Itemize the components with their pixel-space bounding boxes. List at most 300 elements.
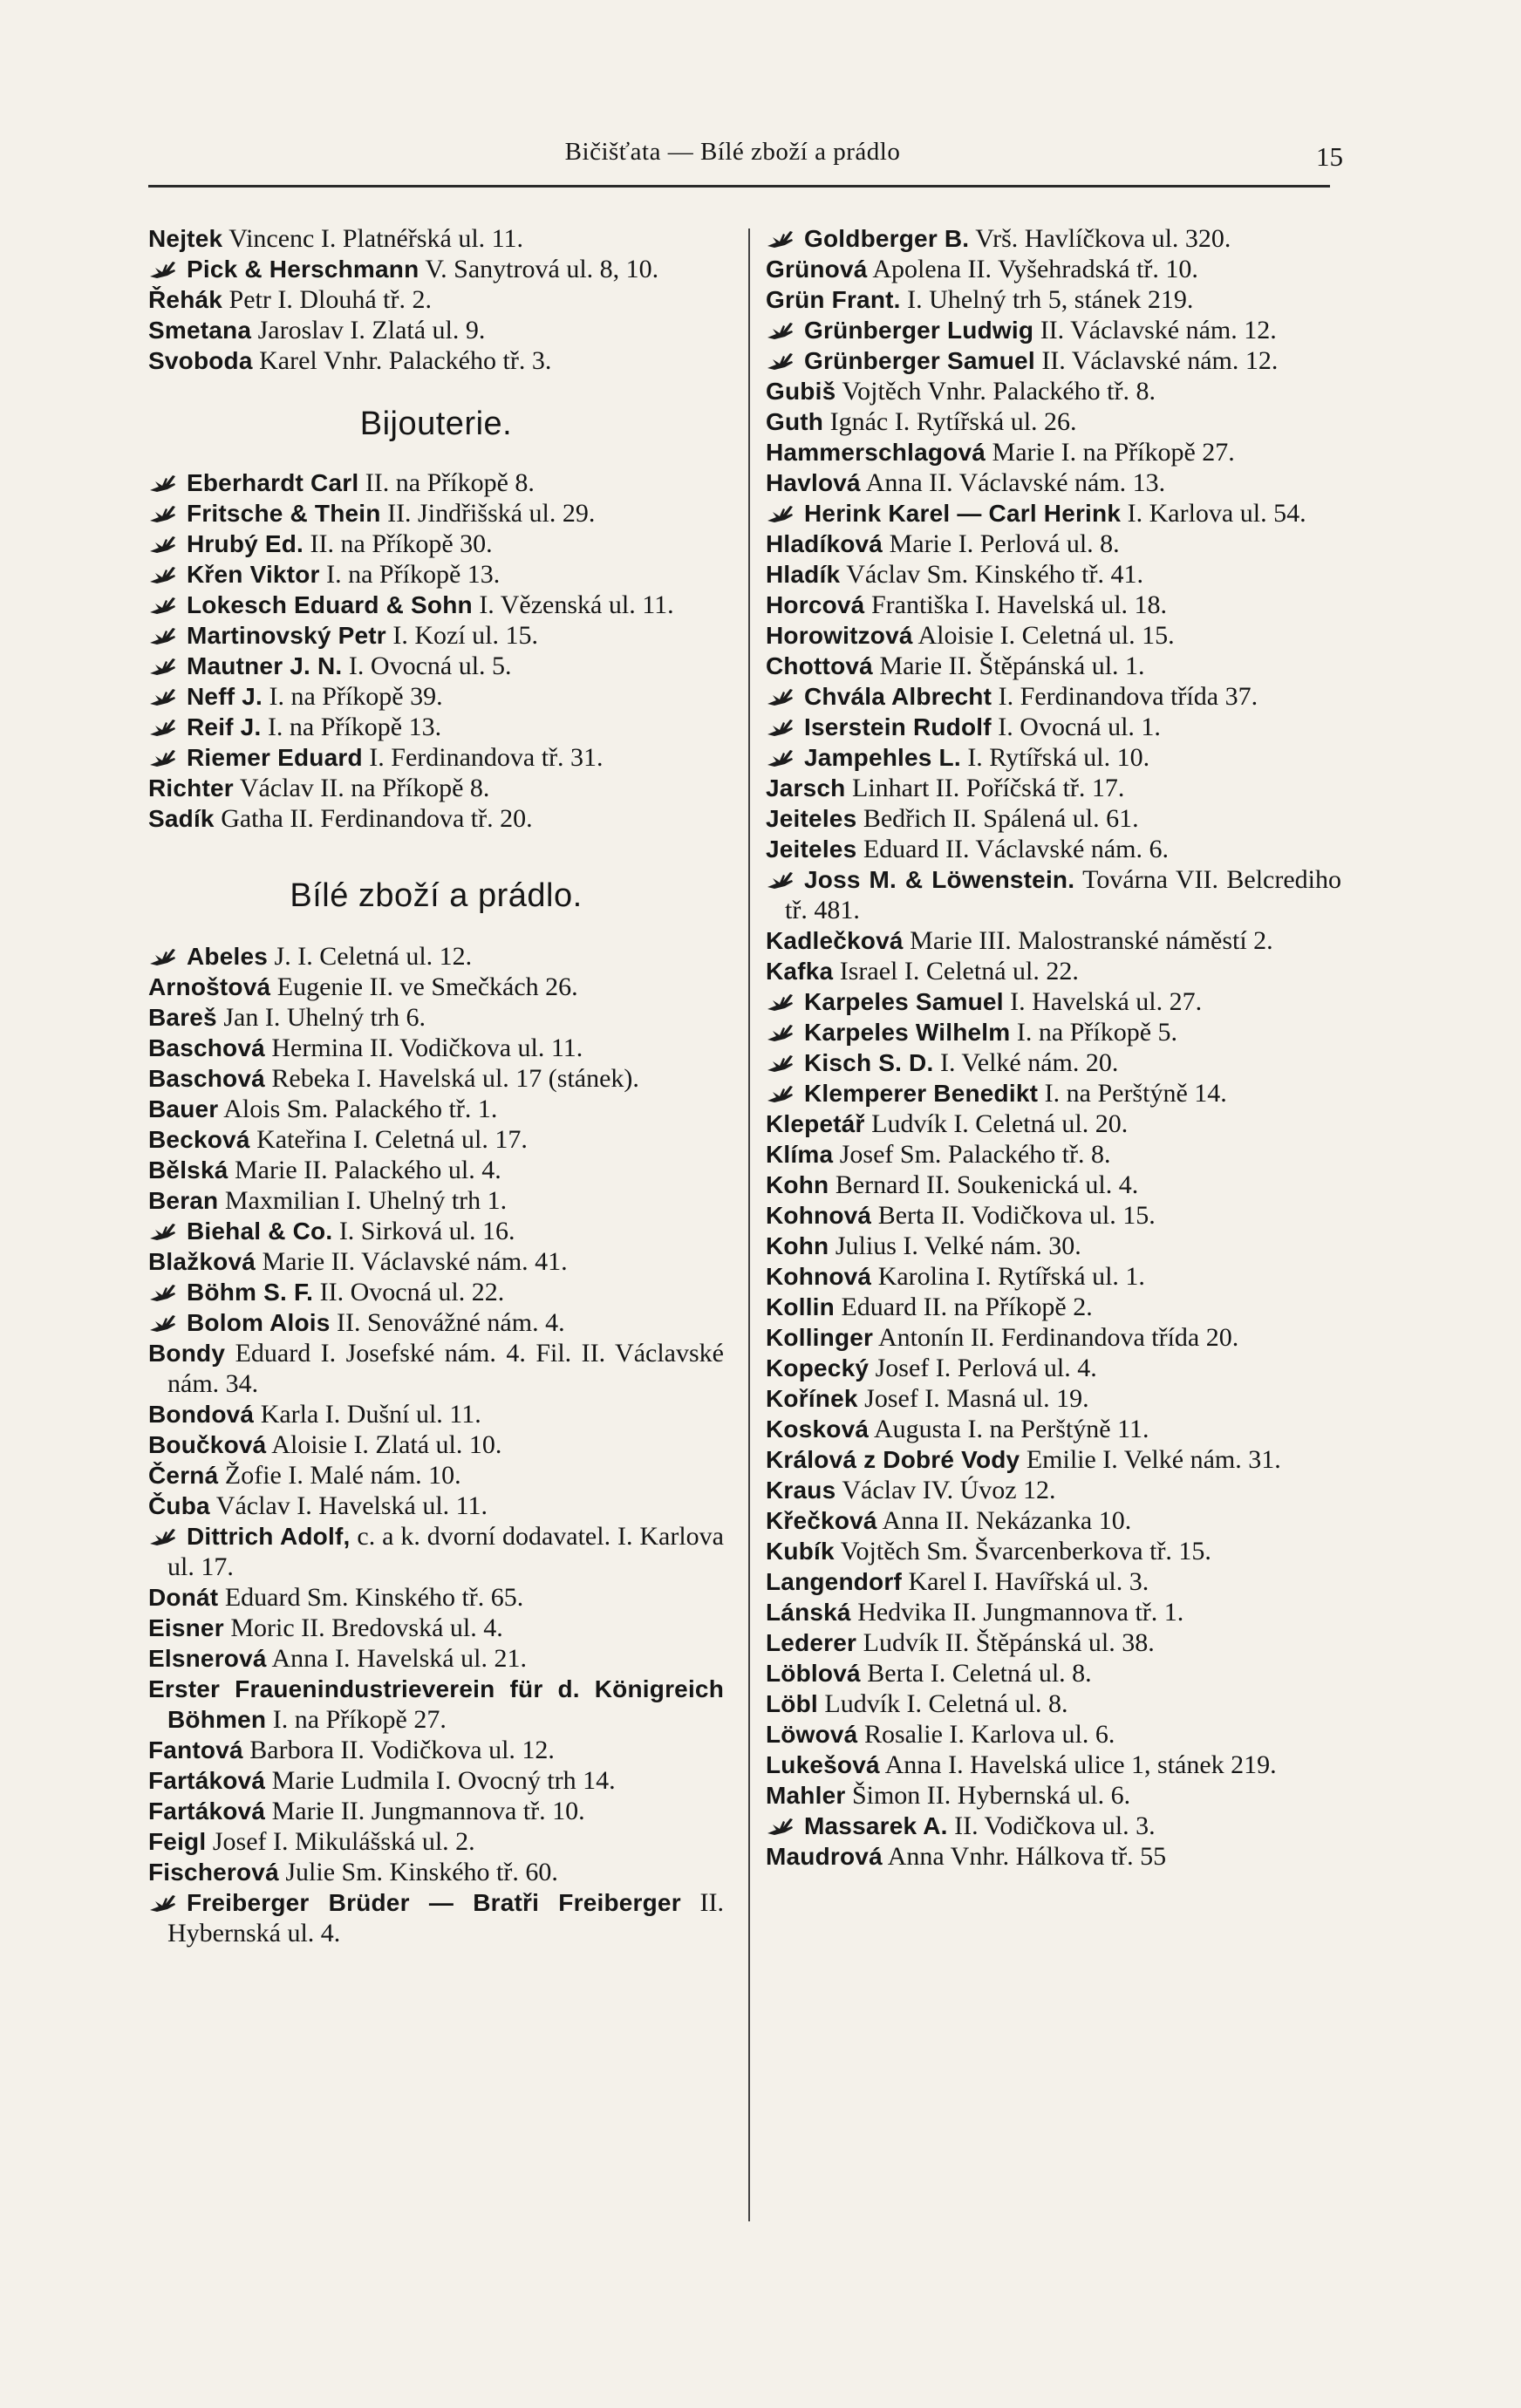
entry-name: Mautner J. N. <box>187 652 343 679</box>
directory-entry <box>148 1124 724 1155</box>
entry-name: Elsnerová <box>148 1645 267 1672</box>
pointing-hand-icon <box>148 256 178 277</box>
directory-entry <box>148 1338 724 1399</box>
entry-address: Eduard I. Josefské nám. 4. Fil. II. Václavské nám. 34. <box>167 1339 724 1398</box>
entry-address: Vojtěch Sm. Švarcenberkova tř. 15. <box>840 1537 1211 1566</box>
entry-address: II. na Příkopě 30. <box>310 529 493 558</box>
entry-name: Kohnová <box>766 1202 872 1229</box>
directory-entry <box>766 284 1341 315</box>
directory-entry <box>148 590 724 620</box>
entry-name: Klepetář <box>766 1110 865 1137</box>
directory-entry <box>148 1216 724 1246</box>
directory-entry <box>148 1094 724 1124</box>
entry-address: Vrš. Havlíčkova ul. 320. <box>975 224 1231 253</box>
directory-entry <box>766 1841 1341 1872</box>
entry-list-bijouterie <box>148 467 724 834</box>
pointing-hand-icon <box>148 1279 178 1300</box>
section-heading-bijouterie: Bijouterie. <box>359 406 513 442</box>
entry-name: Kafka <box>766 958 834 985</box>
directory-entry <box>766 712 1341 742</box>
entry-name: Maudrová <box>766 1843 883 1870</box>
entry-name: Grünberger Samuel <box>804 347 1035 374</box>
directory-entry <box>148 1765 724 1796</box>
entry-name: Eisner <box>148 1614 224 1641</box>
left-column <box>148 223 724 1948</box>
entry-address: II. Jindřišská ul. 29. <box>387 499 596 528</box>
entry-address: Berta I. Celetná ul. 8. <box>867 1659 1092 1688</box>
entry-address: Karolina I. Rytířská ul. 1. <box>877 1262 1145 1291</box>
entry-name: Bondy <box>148 1340 226 1367</box>
entry-address: I. na Perštýně 14. <box>1044 1079 1227 1108</box>
entry-address: Marie III. Malostranské náměstí 2. <box>910 926 1273 955</box>
entry-name: Fischerová <box>148 1859 279 1886</box>
pointing-hand-icon <box>766 714 795 735</box>
entry-name: Kubík <box>766 1538 835 1565</box>
entry-address: I. Velké nám. 20. <box>939 1048 1119 1077</box>
entry-name: Kisch S. D. <box>804 1049 934 1076</box>
entry-address: Israel I. Celetná ul. 22. <box>839 957 1079 986</box>
entry-address: II. Ovocná ul. 22. <box>319 1278 505 1306</box>
entry-name: Havlová <box>766 469 861 496</box>
entry-name: Blažková <box>148 1248 256 1275</box>
entry-name: Kohn <box>766 1171 829 1198</box>
directory-entry <box>766 834 1341 864</box>
entry-address: I. na Příkopě 39. <box>269 682 443 711</box>
entry-address: II. na Příkopě 8. <box>365 468 535 497</box>
entry-address: Karel Vnhr. Palackého tř. 3. <box>259 346 552 375</box>
directory-entry <box>766 1414 1341 1444</box>
entry-address: Anna II. Václavské nám. 13. <box>865 468 1166 497</box>
directory-entry <box>766 1597 1341 1627</box>
directory-entry <box>148 1613 724 1643</box>
directory-entry <box>148 1674 724 1735</box>
directory-entry <box>148 972 724 1002</box>
directory-entry <box>766 681 1341 712</box>
directory-entry <box>766 1292 1341 1322</box>
pointing-hand-icon <box>766 867 795 888</box>
entry-name: Arnoštová <box>148 973 271 1000</box>
directory-entry <box>766 925 1341 956</box>
pointing-hand-icon <box>148 501 178 522</box>
entry-address: Maxmilian I. Uhelný trh 1. <box>224 1186 508 1215</box>
entry-address: Berta II. Vodičkova ul. 15. <box>877 1201 1156 1230</box>
running-header: Bičišťata — Bílé zboží a prádlo <box>564 138 901 166</box>
entry-name: Dittrich Adolf, <box>187 1523 351 1550</box>
directory-entry <box>148 1521 724 1582</box>
directory-entry <box>148 1735 724 1765</box>
entry-address: Hermina II. Vodičkova ul. 11. <box>271 1033 583 1062</box>
pointing-hand-icon <box>766 1081 795 1102</box>
entry-name: Bauer <box>148 1095 219 1122</box>
entry-address: Rosalie I. Karlova ul. 6. <box>863 1720 1115 1749</box>
entry-address: Anna Vnhr. Hálkova tř. 55 <box>887 1842 1167 1871</box>
entry-address: Josef Sm. Palackého tř. 8. <box>839 1140 1111 1169</box>
entry-name: Löbl <box>766 1690 818 1717</box>
entry-address: Eugenie II. ve Smečkách 26. <box>276 972 578 1001</box>
directory-entry <box>148 1857 724 1887</box>
directory-entry <box>766 1108 1341 1139</box>
entry-address: Marie I. Perlová ul. 8. <box>889 529 1120 558</box>
entry-address: II. Senovážné nám. 4. <box>337 1308 565 1337</box>
directory-entry <box>766 590 1341 620</box>
entry-address: Václav II. na Příkopě 8. <box>239 774 490 802</box>
entry-list-top <box>148 223 724 376</box>
directory-entry <box>148 529 724 559</box>
entry-address: I. Ferdinandova třída 37. <box>998 682 1258 711</box>
entry-address: Marie II. Palackého ul. 4. <box>235 1156 501 1184</box>
entry-address: I. Ferdinandova tř. 31. <box>369 743 604 772</box>
entry-address: Antonín II. Ferdinandova třída 20. <box>878 1323 1239 1352</box>
entry-address: I. Uhelný trh 5, stánek 219. <box>907 285 1194 314</box>
pointing-hand-icon <box>148 745 178 766</box>
directory-entry <box>148 1155 724 1185</box>
entry-name: Joss M. & Löwenstein. <box>804 866 1075 893</box>
directory-entry <box>148 1307 724 1338</box>
directory-entry <box>148 1246 724 1277</box>
directory-entry <box>148 559 724 590</box>
entry-name: Černá <box>148 1462 219 1489</box>
directory-entry <box>766 1658 1341 1688</box>
entry-name: Lokesch Eduard & Sohn <box>187 591 473 618</box>
directory-entry <box>766 1353 1341 1383</box>
entry-name: Hladíková <box>766 530 883 557</box>
directory-entry <box>148 1491 724 1521</box>
entry-name: Fartáková <box>148 1797 266 1825</box>
entry-address: Apolena II. Vyšehradská tř. 10. <box>872 255 1198 283</box>
directory-entry <box>766 559 1341 590</box>
entry-address: II. Hybernská ul. 4. <box>167 1888 724 1948</box>
entry-name: Reif J. <box>187 713 262 740</box>
entry-address: Františka I. Havelská ul. 18. <box>870 590 1168 619</box>
entry-name: Jampehles L. <box>804 744 961 771</box>
entry-name: Jeiteles <box>766 836 857 863</box>
directory-entry <box>766 1139 1341 1170</box>
pointing-hand-icon <box>148 531 178 552</box>
directory-entry <box>148 1582 724 1613</box>
pointing-hand-icon <box>766 989 795 1010</box>
directory-entry <box>766 620 1341 651</box>
directory-entry <box>766 1383 1341 1414</box>
directory-entry <box>148 620 724 651</box>
entry-name: Chvála Albrecht <box>804 683 992 710</box>
directory-entry <box>148 1826 724 1857</box>
pointing-hand-icon <box>766 1050 795 1071</box>
entry-address: Hedvika II. Jungmannova tř. 1. <box>857 1598 1184 1627</box>
directory-entry <box>766 1261 1341 1292</box>
entry-name: Bělská <box>148 1156 228 1184</box>
directory-entry <box>148 803 724 834</box>
entry-name: Kollin <box>766 1293 835 1320</box>
entry-address: Aloisie I. Celetná ul. 15. <box>917 621 1175 650</box>
entry-address: c. a k. dvorní dodavatel. I. Karlova ul. 17. <box>167 1522 724 1581</box>
directory-entry <box>766 345 1341 376</box>
entry-address: I. Kozí ul. 15. <box>392 621 538 650</box>
entry-name: Beran <box>148 1187 219 1214</box>
directory-entry <box>148 1429 724 1460</box>
entry-name: Čuba <box>148 1492 210 1519</box>
entry-address: Šimon II. Hybernská ul. 6. <box>851 1781 1131 1810</box>
entry-address: V. Sanytrová ul. 8, 10. <box>425 255 659 283</box>
entry-address: I. Sirková ul. 16. <box>338 1217 515 1245</box>
directory-entry <box>148 345 724 376</box>
entry-name: Neff J. <box>187 683 263 710</box>
entry-name: Feigl <box>148 1828 207 1855</box>
entry-name: Lukešová <box>766 1751 880 1778</box>
pointing-hand-icon <box>148 592 178 613</box>
entry-name: Smetana <box>148 317 252 344</box>
directory-entry <box>148 1796 724 1826</box>
entry-address: Marie I. na Příkopě 27. <box>992 438 1235 467</box>
directory-entry <box>766 1811 1341 1841</box>
entry-name: Fantová <box>148 1736 243 1763</box>
directory-entry <box>766 223 1341 254</box>
directory-entry <box>766 1780 1341 1811</box>
entry-name: Kopecký <box>766 1354 870 1381</box>
entry-address: II. Václavské nám. 12. <box>1041 346 1279 375</box>
right-column <box>766 223 1341 1872</box>
entry-name: Bolom Alois <box>187 1309 331 1336</box>
directory-entry <box>148 941 724 972</box>
entry-address: Ludvík I. Celetná ul. 8. <box>824 1689 1068 1718</box>
directory-entry <box>766 315 1341 345</box>
entry-address: Vojtěch Vnhr. Palackého tř. 8. <box>842 377 1156 406</box>
pointing-hand-icon <box>148 653 178 674</box>
entry-address: I. na Příkopě 13. <box>326 560 501 589</box>
entry-name: Herink Karel — Carl Herink <box>804 500 1122 527</box>
directory-entry <box>766 406 1341 437</box>
entry-address: I. na Příkopě 13. <box>267 713 442 741</box>
entry-address: Petr I. Dlouhá tř. 2. <box>228 285 433 314</box>
directory-entry <box>766 467 1341 498</box>
pointing-hand-icon <box>766 745 795 766</box>
entry-name: Svoboda <box>148 347 253 374</box>
entry-name: Hrubý Ed. <box>187 530 304 557</box>
pointing-hand-icon <box>148 944 178 965</box>
directory-entry <box>148 223 724 254</box>
entry-name: Gubiš <box>766 378 836 405</box>
entry-name: Hammerschlagová <box>766 439 986 466</box>
directory-entry <box>766 1231 1341 1261</box>
directory-entry <box>148 742 724 773</box>
entry-name: Hladík <box>766 561 841 588</box>
directory-entry <box>148 681 724 712</box>
directory-entry <box>766 1719 1341 1750</box>
directory-entry <box>766 1536 1341 1566</box>
entry-address: Eduard Sm. Kinského tř. 65. <box>224 1583 524 1612</box>
directory-entry <box>766 1475 1341 1505</box>
entry-name: Kosková <box>766 1415 870 1443</box>
entry-address: Eduard II. na Příkopě 2. <box>841 1293 1093 1321</box>
entry-address: I. Havelská ul. 27. <box>1010 987 1203 1016</box>
entry-name: Boučková <box>148 1431 267 1458</box>
entry-address: Marie II. Václavské nám. 41. <box>262 1247 568 1276</box>
directory-entry <box>766 1200 1341 1231</box>
entry-name: Goldberger B. <box>804 225 970 252</box>
entry-name: Kohnová <box>766 1263 872 1290</box>
pointing-hand-icon <box>148 714 178 735</box>
entry-address: I. Ovocná ul. 5. <box>348 651 512 680</box>
entry-name: Pick & Herschmann <box>187 256 419 283</box>
entry-address: Karel I. Havířská ul. 3. <box>908 1567 1149 1596</box>
entry-name: Jeiteles <box>766 805 857 832</box>
entry-name: Kohn <box>766 1232 829 1259</box>
directory-entry <box>766 651 1341 681</box>
directory-entry <box>766 1047 1341 1078</box>
entry-name: Riemer Eduard <box>187 744 363 771</box>
directory-entry <box>766 1078 1341 1108</box>
entry-address: Moric II. Bredovská ul. 4. <box>230 1613 503 1642</box>
directory-entry <box>766 498 1341 529</box>
entry-name: Guth <box>766 408 824 435</box>
entry-address: Václav IV. Úvoz 12. <box>842 1476 1056 1504</box>
pointing-hand-icon <box>148 562 178 583</box>
pointing-hand-icon <box>766 1020 795 1040</box>
pointing-hand-icon <box>766 226 795 247</box>
entry-name: Křen Viktor <box>187 561 320 588</box>
entry-name: Lederer <box>766 1629 857 1656</box>
entry-address: I. na Příkopě 5. <box>1016 1018 1178 1047</box>
entry-name: Erster Frauenindustrieverein für d. Königreich Böhmen <box>148 1675 724 1733</box>
entry-address: Julie Sm. Kinského tř. 60. <box>285 1858 558 1886</box>
entry-name: Fritsche & Thein <box>187 500 381 527</box>
directory-entry <box>148 1063 724 1094</box>
entry-name: Langendorf <box>766 1568 902 1595</box>
entry-address: Bernard II. Soukenická ul. 4. <box>835 1170 1139 1199</box>
directory-entry <box>766 1505 1341 1536</box>
directory-entry <box>148 773 724 803</box>
entry-address: Anna II. Nekázanka 10. <box>882 1506 1132 1535</box>
directory-entry <box>148 1185 724 1216</box>
entry-address: I. Ovocná ul. 1. <box>998 713 1161 741</box>
entry-address: Václav I. Havelská ul. 11. <box>215 1491 488 1520</box>
directory-entry <box>148 1643 724 1674</box>
entry-name: Karpeles Wilhelm <box>804 1019 1011 1046</box>
entry-name: Abeles <box>187 943 269 970</box>
entry-name: Grün Frant. <box>766 286 901 313</box>
directory-entry <box>766 803 1341 834</box>
entry-address: Barbora II. Vodičkova ul. 12. <box>249 1736 555 1764</box>
directory-entry <box>148 1277 724 1307</box>
entry-name: Massarek A. <box>804 1812 948 1839</box>
directory-entry <box>766 986 1341 1017</box>
entry-name: Baschová <box>148 1034 265 1061</box>
pointing-hand-icon <box>148 684 178 705</box>
directory-entry <box>766 1017 1341 1047</box>
entry-address: Eduard II. Václavské nám. 6. <box>863 835 1170 863</box>
entry-name: Bondová <box>148 1401 255 1428</box>
directory-entry <box>766 742 1341 773</box>
entry-name: Kořínek <box>766 1385 858 1412</box>
pointing-hand-icon <box>148 470 178 491</box>
directory-entry <box>766 1688 1341 1719</box>
directory-entry <box>766 1566 1341 1597</box>
header-rule <box>148 185 1330 188</box>
entry-address: Ignác I. Rytířská ul. 26. <box>829 407 1077 436</box>
entry-name: Chottová <box>766 652 873 679</box>
pointing-hand-icon <box>148 1524 178 1545</box>
directory-entry <box>766 956 1341 986</box>
entry-name: Karpeles Samuel <box>804 988 1004 1015</box>
entry-name: Jarsch <box>766 774 846 802</box>
directory-entry <box>766 437 1341 467</box>
directory-entry <box>148 1002 724 1033</box>
entry-address: Vincenc I. Platnéřská ul. 11. <box>228 224 524 253</box>
entry-name: Löwová <box>766 1721 858 1748</box>
entry-address: Josef I. Perlová ul. 4. <box>875 1354 1097 1382</box>
entry-name: Řehák <box>148 286 223 313</box>
directory-entry <box>766 1444 1341 1475</box>
entry-name: Fartáková <box>148 1767 266 1794</box>
directory-entry <box>148 1033 724 1063</box>
entry-name: Grünberger Ludwig <box>804 317 1034 344</box>
entry-address: Továrna VII. Belcrediho tř. 481. <box>785 865 1341 924</box>
entry-name: Kadlečková <box>766 927 904 954</box>
entry-address: Josef I. Mikulášská ul. 2. <box>212 1827 475 1856</box>
directory-entry <box>148 1399 724 1429</box>
entry-name: Kollinger <box>766 1324 874 1351</box>
entry-address: Kateřina I. Celetná ul. 17. <box>256 1125 528 1154</box>
entry-name: Klemperer Benedikt <box>804 1080 1039 1107</box>
entry-address: Ludvík I. Celetná ul. 20. <box>871 1109 1129 1138</box>
directory-entry <box>148 712 724 742</box>
directory-entry <box>766 1627 1341 1658</box>
entry-address: Marie Ludmila I. Ovocný trh 14. <box>271 1766 616 1795</box>
entry-address: Ludvík II. Štěpánská ul. 38. <box>863 1628 1155 1657</box>
entry-name: Grünová <box>766 256 868 283</box>
entry-address: I. Vězenská ul. 11. <box>479 590 674 619</box>
pointing-hand-icon <box>766 317 795 338</box>
entry-address: Žofie I. Malé nám. 10. <box>224 1461 461 1490</box>
directory-entry <box>766 1750 1341 1780</box>
entry-address: Anna I. Havelská ulice 1, stánek 219. <box>884 1750 1277 1779</box>
directory-entry <box>148 1887 724 1948</box>
pointing-hand-icon <box>766 348 795 369</box>
entry-address: Marie II. Štěpánská ul. 1. <box>879 651 1145 680</box>
entry-address: Augusta I. na Perštýně 11. <box>873 1415 1149 1443</box>
entry-name: Eberhardt Carl <box>187 469 359 496</box>
directory-entry <box>766 773 1341 803</box>
entry-name: Böhm S. F. <box>187 1279 314 1306</box>
entry-name: Biehal & Co. <box>187 1218 333 1245</box>
entry-address: Gatha II. Ferdinandova tř. 20. <box>221 804 533 833</box>
pointing-hand-icon <box>148 623 178 644</box>
entry-name: Králová z Dobré Vody <box>766 1446 1020 1473</box>
directory-entry <box>766 864 1341 925</box>
entry-address: Václav Sm. Kinského tř. 41. <box>846 560 1143 589</box>
entry-address: Rebeka I. Havelská ul. 17 (stánek). <box>271 1064 639 1093</box>
column-divider <box>748 229 750 2221</box>
entry-address: I. Karlova ul. 54. <box>1127 499 1306 528</box>
entry-name: Becková <box>148 1126 250 1153</box>
directory-entry <box>766 254 1341 284</box>
directory-entry <box>766 1170 1341 1200</box>
entry-name: Richter <box>148 774 234 802</box>
directory-entry <box>148 315 724 345</box>
entry-address: Anna I. Havelská ul. 21. <box>271 1644 527 1673</box>
entry-address: Emilie I. Velké nám. 31. <box>1026 1445 1281 1474</box>
pointing-hand-icon <box>148 1310 178 1331</box>
entry-address: Jaroslav I. Zlatá ul. 9. <box>257 316 486 344</box>
entry-name: Klíma <box>766 1141 834 1168</box>
entry-address: Linhart II. Poříčská tř. 17. <box>852 774 1125 802</box>
pointing-hand-icon <box>148 1890 178 1911</box>
entry-list-bile-zbozi <box>148 941 724 1948</box>
entry-name: Freiberger Brüder — Bratři Freiberger <box>187 1889 681 1916</box>
entry-name: Křečková <box>766 1507 877 1534</box>
entry-list-right <box>766 223 1341 1872</box>
entry-name: Mahler <box>766 1782 846 1809</box>
entry-address: I. na Příkopě 27. <box>272 1705 447 1734</box>
